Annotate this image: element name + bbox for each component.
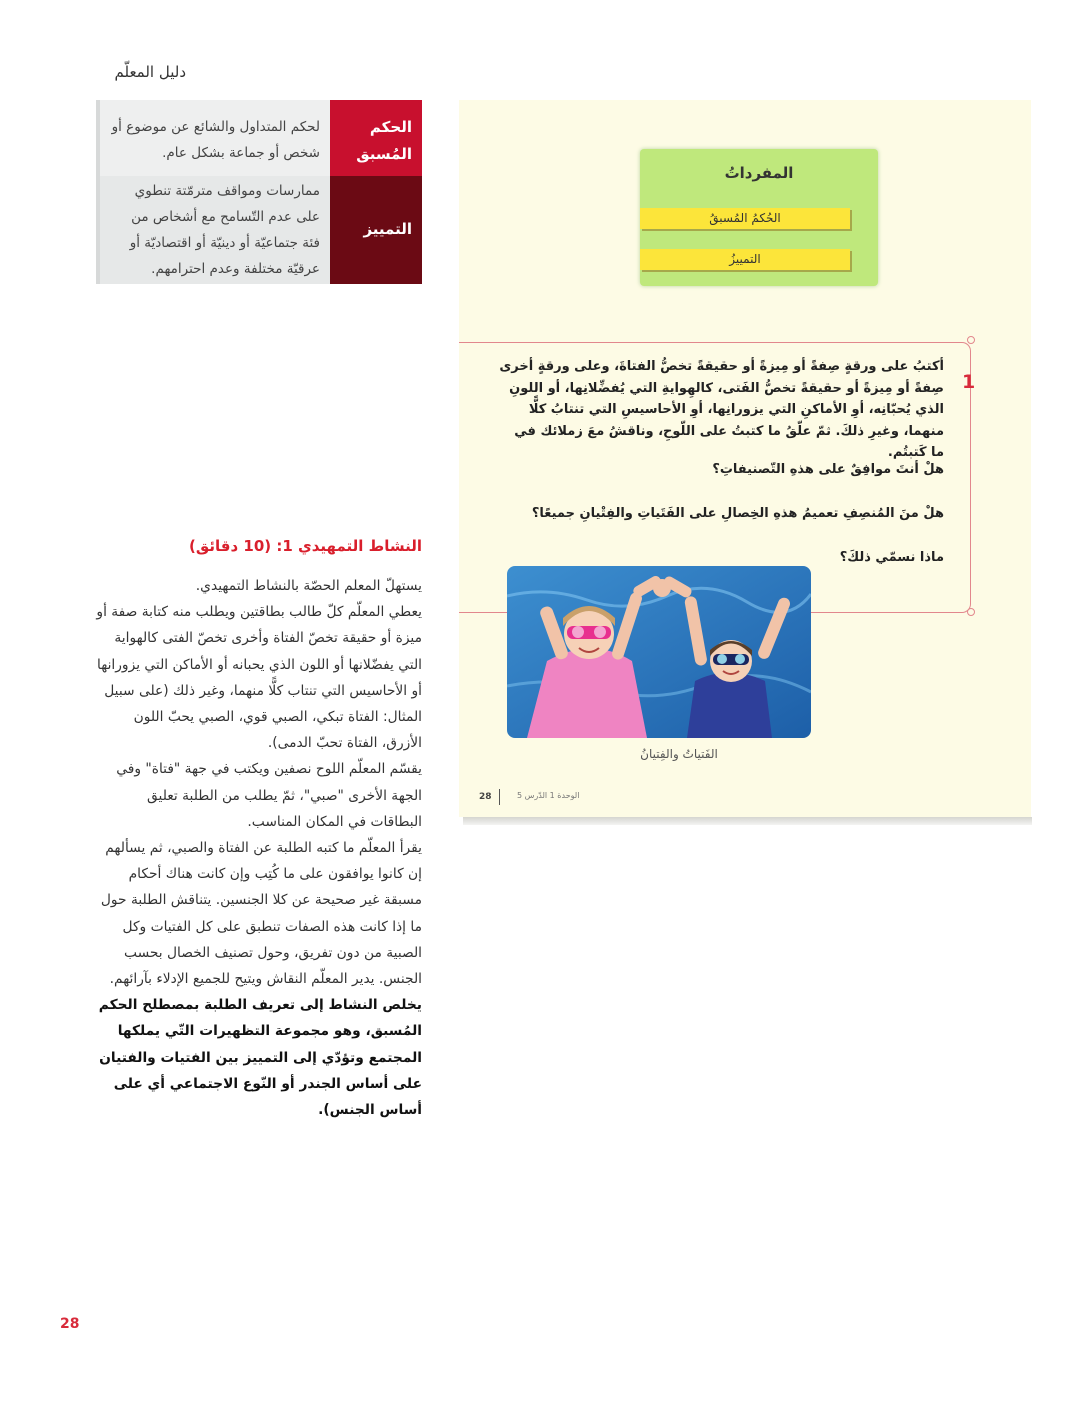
student-book-page (459, 100, 1031, 817)
page-number: 28 (60, 1316, 80, 1332)
glossary-row (96, 100, 422, 176)
notes-paragraph: يعطي المعلّم كلّ طالب بطاقتين ويطلب منه كتابة صفة أو ميزة أو حقيقة تخصّ الفتاة وأخرى تخصّ الفتى كالهواية التي يفضّلانها أو اللون الذي يحبانه أو الأماكن التي يزورانها أو الأحاسيس التي تنتاب كلًّا منهما، وغير ذلك (على سبيل المثال: الفتاة تبكي، الصبي قوي، الصبي يحبّ اللون الأزرق، الفتاة تحبّ الدمى). (96, 604, 422, 752)
book-page-number: 28 (479, 792, 492, 802)
notes-paragraph: يستهلّ المعلم الحصّة بالنشاط التمهيدي. (195, 578, 422, 594)
question-line: هلْ أنتَ موافِقٌ على هذهِ التّصنيفاتِ؟ (712, 462, 944, 477)
question-line: ماذا نسمّي ذلكَ؟ (839, 550, 944, 565)
glossary-definition: لحكم المتداول والشائع عن موضوع أو شخص أو جماعة بشكل عام. (96, 100, 330, 176)
vocabulary-item: الحُكمُ المُسبقُ (640, 208, 850, 229)
notes-paragraph: يقرأ المعلّم ما كتبه الطلبة عن الفتاة والصبي، ثم يسألهم إن كانوا يوافقون على ما كُتِب وإن كانت هناك أحكام مسبقة غير صحيحة عن كلا الجنسين. يتناقش الطلبة حول ما إذا كانت هذه الصفات تنطبق على كل الفتيات وكل الصبية من دون تفريق، وحول تصنيف الخصال بحسب الجنس. يدير المعلّم النقاش ويتيح للجميع الإدلاء بآرائهم. (100, 840, 422, 988)
glossary-definition: ممارسات ومواقف مترمّتة تنطوي على عدم التّسامح مع أشخاص من فئة جتماعيّة أو دينيّة أو اقتصاديّة أو عرقيّة مختلفة وعدم احترامهم. (96, 176, 330, 284)
question-line: هلْ منَ المُنصِفِ تعميمُ هذهِ الخِصالِ على الفَتَياتِ والفِتْيانِ جميعًا؟ (531, 506, 944, 521)
glossary-term: التمييز (330, 176, 422, 284)
glossary-table (96, 100, 422, 284)
vocabulary-item: التمييزُ (640, 249, 850, 270)
glossary-term: الحكم المُسبق (330, 100, 422, 176)
glossary-row (96, 176, 422, 284)
question-number: 1 (962, 371, 976, 393)
children-photo (507, 566, 811, 738)
notes-paragraph: يقسّم المعلّم اللوح نصفين ويكتب في جهة "فتاة" وفي الجهة الأخرى "صبي"، ثمّ يطلب من الطلبة تعليق البطاقات في المكان المناسب. (116, 761, 422, 830)
page-shadow (463, 817, 1032, 825)
photo-caption: الفَتياتُ والفِتيانُ (640, 747, 718, 761)
guide-title: دليل المعلّم (114, 63, 186, 81)
notes-conclusion: يخلص النشاط إلى تعريف الطلبة بمصطلح الحكم المُسبق، وهو مجموعة التظهيرات التّي يملكها المجتمع وتؤدّي إلى التمييز بين الفتيات والفتيان على أساس الجندر أو النّوع الاجتماعي أي على أساس الجنس). (98, 997, 422, 1119)
vocabulary-box (640, 149, 878, 286)
question-text: أكتبُ على ورقةٍ صِفةً أو مِيزةً أو حقيقةً تخصُّ الفتاةَ، وعلى ورقةٍ أخرى صِفةً أو مِيزةً أو حقيقةً تخصُّ الفَتى، كالهِوايةِ التي يُفضِّلانِها، أو اللونِ الذي يُحبّانِه، أوِ الأماكنِ التي يزورانِها، أوِ الأحاسيسِ التي تنتابُ كلًّا منهما، وغيرِ ذلكَ. ثمّ علّقُ ما كتبتُ على اللّوحِ، وناقشُ معَ زملائك في ما كَتبتُم. (499, 359, 944, 460)
activity-notes (96, 573, 422, 1123)
vocabulary-title: المفرداتُ (724, 164, 794, 182)
footer-divider (499, 789, 500, 805)
frame-dot-icon (967, 336, 975, 344)
activity-title: النشاط التمهيدي 1: (10 دقائق) (189, 537, 422, 555)
book-footer: الوحدة 1 الدّرس 5 (517, 791, 580, 800)
frame-dot-icon (967, 608, 975, 616)
